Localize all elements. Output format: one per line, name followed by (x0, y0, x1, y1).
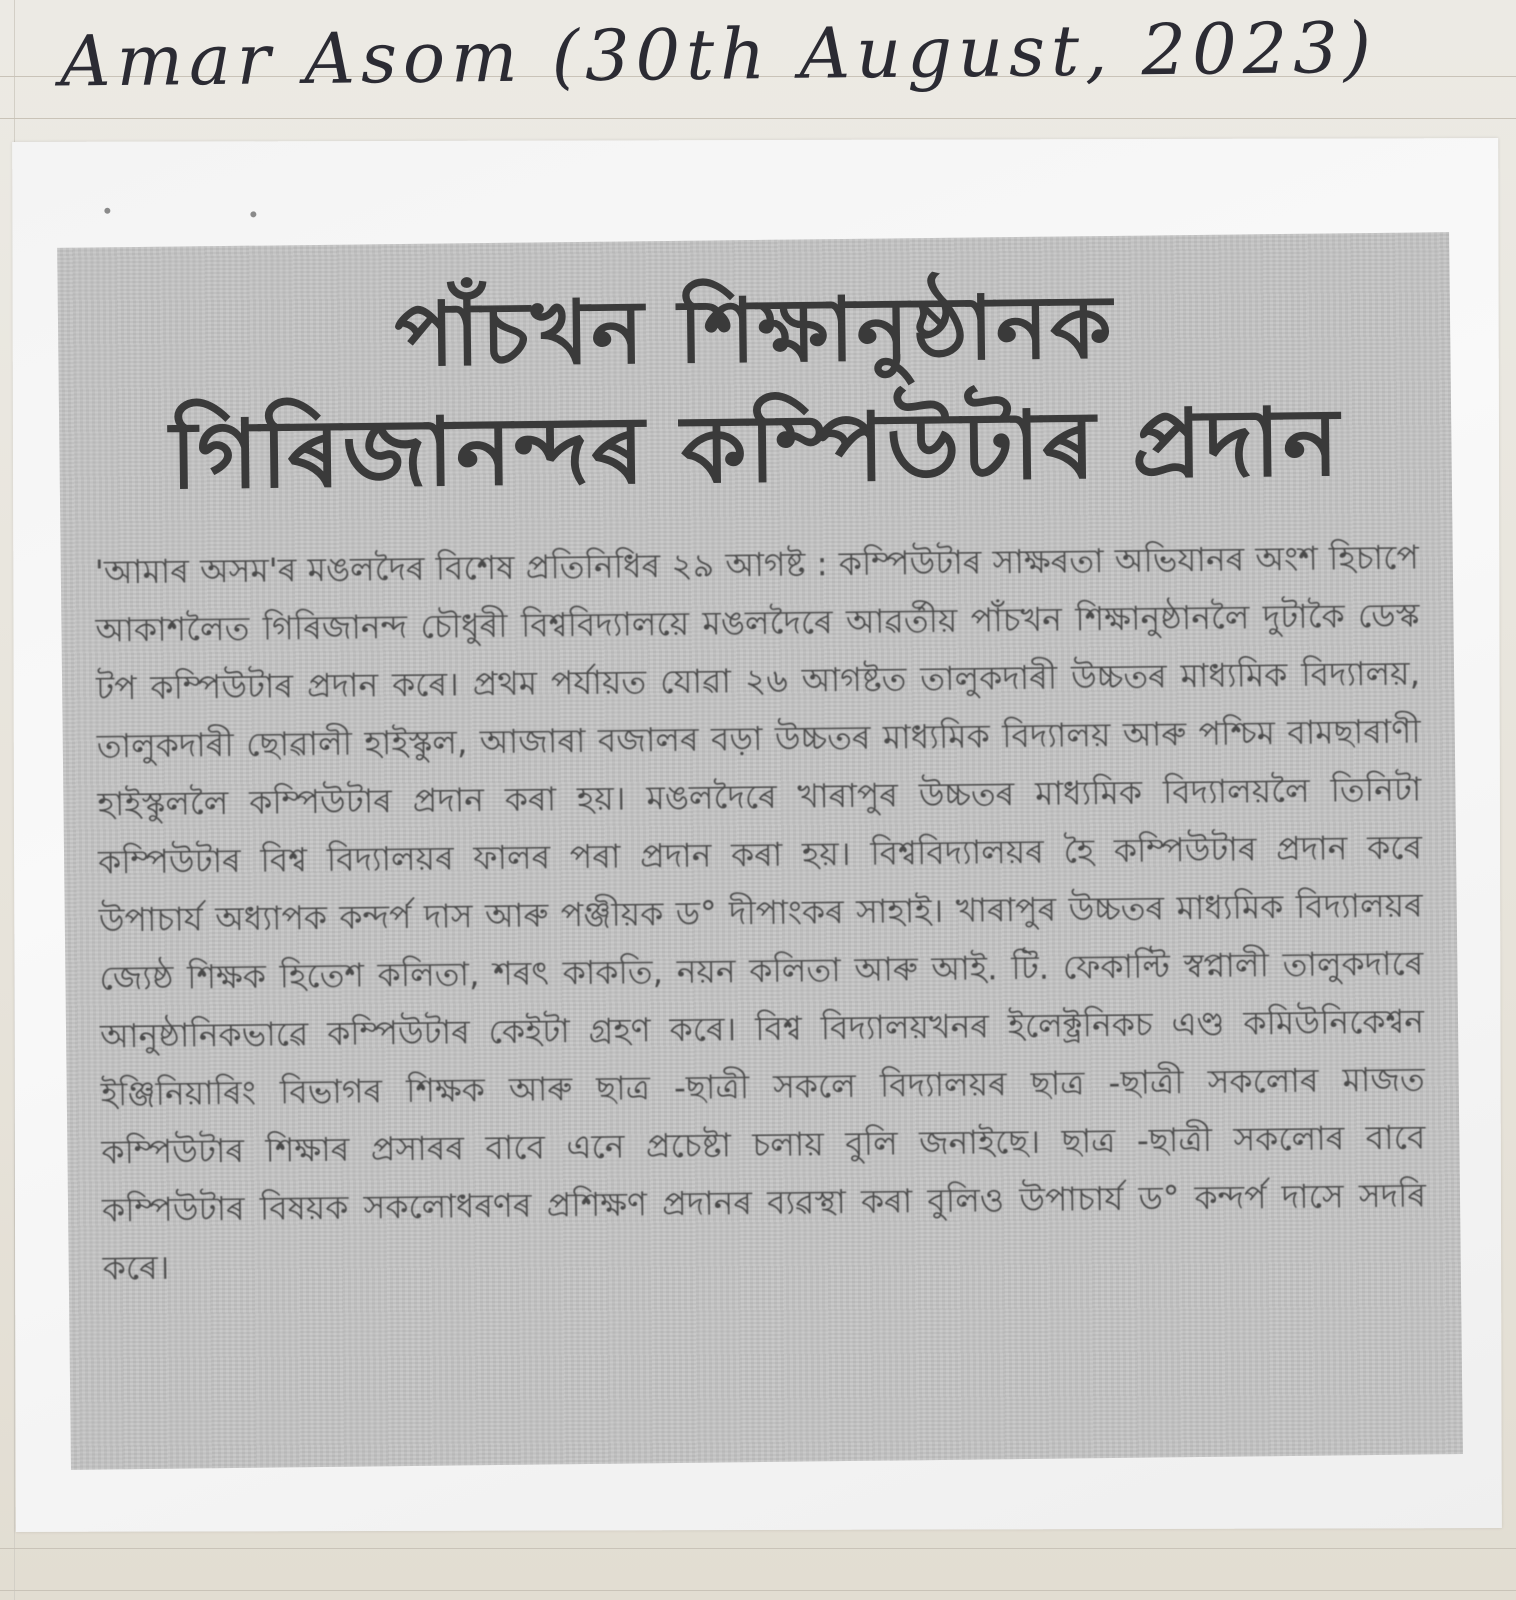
paper-mark (250, 211, 256, 217)
ruled-line (0, 1590, 1516, 1591)
headline-line-1: পাঁচখন শিক্ষানুষ্ঠানক (393, 274, 1115, 387)
article-body: 'আমাৰ অসম'ৰ মঙলদৈৰ বিশেষ প্ৰতিনিধিৰ ২৯ আগষ্ট : কম্পিউটাৰ সাক্ষৰতা অভিযানৰ অংশ হিচাপে আকাশলৈত গিৰিজানন্দ চৌধুৰী বিশ্ববিদ্যালয়ে মঙলদৈৰে আৱৰ্তীয় পাঁচখন শিক্ষানুষ্ঠানলৈ দুটাকৈ ডেস্ক টপ কম্পিউটাৰ প্ৰদান কৰে। প্ৰথম পৰ্যায়ত যোৱা ২৬ আগষ্টত তালুকদাৰী উচ্চতৰ মাধ্যমিক বিদ্যালয়, তালুকদাৰী ছোৱালী হাইস্কুল, আজাৰা বজালৰ বড়া উচ্চতৰ মাধ্যমিক বিদ্যালয় আৰু পশ্চিম বামছাৰাণী হাইস্কুললৈ কম্পিউটাৰ প্ৰদান কৰা হয়। মঙলদৈৰে খাৰাপুৰ উচ্চতৰ মাধ্যমিক বিদ্যালয়লৈ তিনিটা কম্পিউটাৰ বিশ্ব বিদ্যালয়ৰ ফালৰ পৰা প্ৰদান কৰা হয়। বিশ্ববিদ্যালয়ৰ হৈ কম্পিউটাৰ প্ৰদান কৰে উপাচাৰ্য অধ্যাপক কন্দৰ্প দাস আৰু পঞ্জীয়ক ড° দীপাংকৰ সাহাই। খাৰাপুৰ উচ্চতৰ মাধ্যমিক বিদ্যালয়ৰ জ্যেষ্ঠ শিক্ষক হিতেশ কলিতা, শৰৎ কাকতি, নয়ন কলিতা আৰু আই. টি. ফেকাল্টি স্বপ্নালী তালুকদাৰে আনুষ্ঠানিকভাৱে কম্পিউটাৰ কেইটা গ্ৰহণ কৰে। বিশ্ব বিদ্যালয়খনৰ ইলেক্ট্ৰনিকচ এণ্ড কমিউনিকেশ্বন ইঞ্জিনিয়াৰিং বিভাগৰ শিক্ষক আৰু ছাত্ৰ -ছাত্ৰী সকলে বিদ্যালয়ৰ ছাত্ৰ -ছাত্ৰী সকলোৰ মাজত কম্পিউটাৰ শিক্ষাৰ প্ৰসাৰৰ বাবে এনে প্ৰচেষ্টা চলায় বুলি জনাইছে। ছাত্ৰ -ছাত্ৰী সকলোৰ বাবে কম্পিউটাৰ বিষয়ক সকলোধৰণৰ প্ৰশিক্ষণ প্ৰদানৰ ব্যৱস্থা কৰা বুলিও উপাচাৰ্য ড° কন্দৰ্প দাসে সদৰি কৰে। (94, 537, 1427, 1288)
ruled-line (0, 1548, 1516, 1549)
paper-mark (104, 208, 110, 214)
headline-line-2: গিৰিজানন্দৰ কম্পিউটাৰ প্ৰদান (169, 388, 1342, 511)
ruled-line (0, 118, 1516, 119)
mounting-paper (12, 138, 1502, 1532)
newspaper-clipping (57, 232, 1463, 1470)
handwritten-source-note: Amar Asom (30th August, 2023) (59, 6, 1378, 103)
